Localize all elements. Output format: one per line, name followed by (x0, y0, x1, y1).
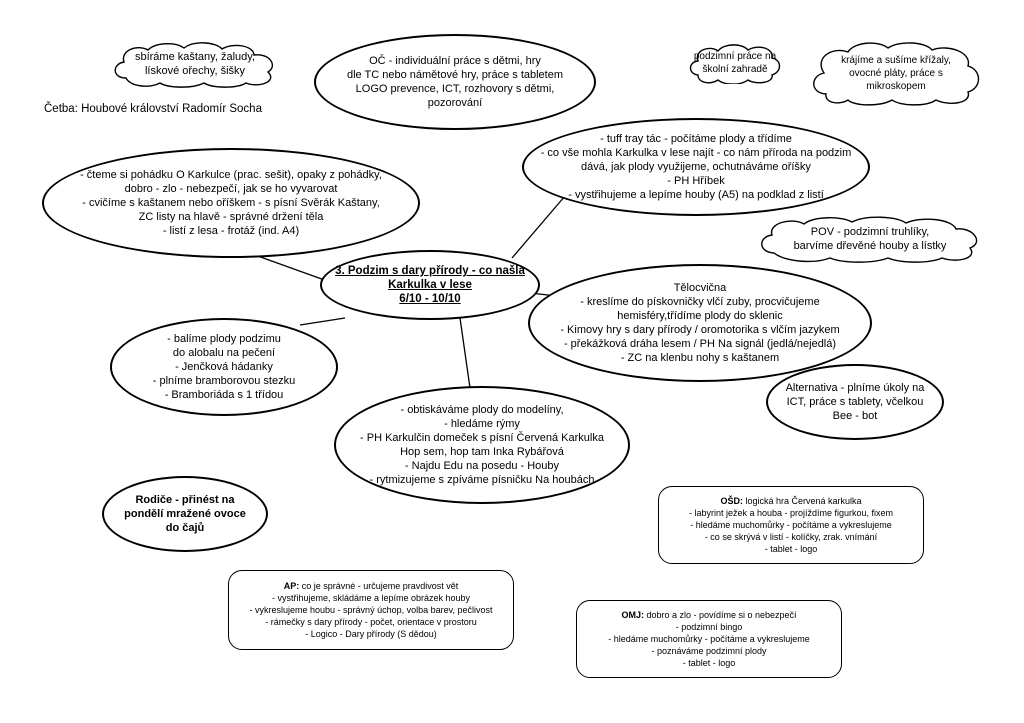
text-line: - rámečky s dary přírody - počet, orientace v prostoru (265, 617, 477, 627)
box-title-line (621, 609, 796, 621)
text-line: pondělí mražené ovoce (124, 508, 246, 520)
text-line: - hledáme muchomůrky - počítáme a vykreslujeme (608, 634, 810, 644)
text-line: - poznáváme podzimní plody (651, 646, 767, 656)
box-title-line (720, 495, 861, 507)
text-line: POV - podzimní truhlíky, (810, 226, 930, 238)
link-karkulka (255, 255, 330, 282)
text-line: - labyrint ježek a houba - projíždíme figurkou, fixem (688, 508, 894, 518)
text-line: - kreslíme do pískovničky vlčí zuby, procvičujeme (580, 296, 820, 308)
center-title-line: Karkulka v lese (388, 279, 472, 291)
text-line: pozorování (427, 97, 483, 109)
text-line: ICT, práce s tablety, včelkou (786, 396, 924, 408)
text-line: - Bramboriáda s 1 třídou (164, 389, 284, 401)
text-line: - překážková dráha lesem / PH Na signál (jedlá/nejedlá) (563, 338, 837, 350)
text-line: školní zahradě (702, 64, 768, 75)
cloud-garden (686, 42, 784, 84)
text-line: barvíme dřevěné houby a lístky (793, 240, 947, 252)
text-line: sbíráme kaštany, žaludy, (134, 51, 256, 63)
text-line: podzimní práce na (693, 51, 777, 62)
text-line: - hledáme rýmy (444, 418, 520, 430)
center-title-line: 3. Podzim s dary přírody - co našla (335, 265, 525, 277)
text-line: mikroskopem (866, 80, 926, 92)
text-line: - vystřihujeme a lepíme houby (A5) na podklad z listí (568, 189, 824, 201)
text-line: - vystřihujeme, skládáme a lepíme obrázek houby (271, 593, 471, 603)
ellipse-telocvicna (528, 264, 872, 382)
text-line: Hop sem, hop tam Inka Rybářová (400, 446, 564, 458)
link-balime (300, 318, 345, 325)
text-line: - Jenčková hádanky (175, 361, 273, 373)
text-line: LOGO prevence, ICT, rozhovory s dětmi, (355, 83, 555, 95)
text-line: dobro - zlo - nebezpečí, jak se ho vyvarovat (124, 183, 338, 195)
center-topic (320, 250, 540, 320)
text-line: do čajů (165, 522, 205, 534)
box-title-rest: dobro a zlo - povídíme si o nebezpečí (643, 610, 797, 620)
box-ap (228, 570, 514, 650)
box-osd (658, 486, 924, 564)
box-omj (576, 600, 842, 678)
text-line: - cvičíme s kaštanem nebo oříškem - s písní Svěrák Kaštany, (82, 197, 380, 209)
box-title-line (284, 580, 459, 592)
text-line: dává, jak plody využijeme, ochutnáváme oříšky (581, 161, 811, 173)
text-line: ZC listy na hlavě - správné držení těla (138, 211, 324, 223)
text-line: - Logico - Dary přírody (S dědou) (305, 629, 437, 639)
cloud-garden-text (686, 42, 784, 84)
cloud-dry-text (808, 40, 984, 106)
box-title-rest: co je správné - určujeme pravdivost vět (299, 581, 459, 591)
ellipse-rodice (102, 476, 268, 552)
text-line: - tablet - logo (682, 658, 736, 668)
center-dates: 6/10 - 10/10 (399, 293, 461, 305)
cloud-gather-text (108, 40, 282, 88)
ellipse-oc (314, 34, 596, 130)
text-line: - PH Karkulčin domeček s písní Červená Karkulka (360, 432, 604, 444)
text-line: - hledáme muchomůrky - počítáme a vykreslujeme (690, 520, 892, 530)
box-title-rest: logická hra Červená karkulka (742, 496, 862, 506)
text-line: - ZC na klenbu nohy s kaštanem (620, 352, 780, 364)
box-title: OŠD: (720, 496, 743, 506)
text-line: - tablet - logo (764, 544, 818, 554)
text-line: - podzimní bingo (675, 622, 743, 632)
text-line: OČ - individuální práce s dětmi, hry (369, 55, 541, 67)
link-modelina (460, 318, 470, 388)
text-line: - čteme si pohádku O Karkulce (prac. sešit), opaky z pohádky, (80, 169, 382, 181)
text-line: - balíme plody podzimu (167, 333, 281, 345)
text-line: - PH Hříbek (667, 175, 725, 187)
ellipse-tuff (522, 118, 870, 216)
text-line: ovocné pláty, práce s (849, 67, 943, 79)
ellipse-alternativa (766, 364, 944, 440)
box-title: AP: (283, 581, 300, 591)
cloud-gather (108, 40, 282, 88)
cloud-dry (808, 40, 984, 106)
text-line: Alternativa - plníme úkoly na (785, 382, 925, 394)
box-title: OMJ: (621, 610, 644, 620)
text-line: - Najdu Edu na posedu - Houby (404, 460, 560, 472)
text-line: - listí z lesa - frotáž (ind. A4) (162, 225, 300, 237)
text-line: do alobalu na pečení (172, 347, 276, 359)
text-line: krájíme a sušíme křížaly, (841, 54, 951, 66)
text-line: lískové ořechy, šišky (144, 65, 246, 77)
text-line: - co vše mohla Karkulka v lese najít - co nám příroda na podzim (540, 147, 852, 159)
text-line: - plníme bramborovou stezku (152, 375, 296, 387)
text-line: hemisféry,třídíme plody do sklenic (617, 310, 783, 322)
ellipse-modelina (334, 386, 630, 504)
text-line: - obtiskáváme plody do modelíny, (400, 404, 564, 416)
link-tuff (512, 196, 565, 258)
reading-label: Četba: Houbové království Radomír Socha (44, 103, 262, 115)
ellipse-karkulka (42, 148, 420, 258)
text-line: Rodiče - přinést na (135, 494, 235, 506)
text-line: - co se skrývá v listí - kolíčky, zrak. vnímání (704, 532, 878, 542)
text-line: - Kimovy hry s dary přírody / oromotorika s vlčím jazykem (560, 324, 840, 336)
text-line: - tuff tray tác - počítáme plody a třídíme (600, 133, 792, 145)
text-line: - vykreslujeme houbu - správný úchop, volba barev, pečlivost (249, 605, 493, 615)
ellipse-balime (110, 318, 338, 416)
text-line: - rytmizujeme s zpíváme písničku Na houbách (369, 474, 595, 486)
text-line: Tělocvična (673, 282, 727, 294)
cloud-pov (756, 215, 984, 263)
text-line: Bee - bot (832, 410, 878, 422)
cloud-pov-text (756, 215, 984, 263)
text-line: dle TC nebo námětové hry, práce s tabletem (346, 69, 564, 81)
